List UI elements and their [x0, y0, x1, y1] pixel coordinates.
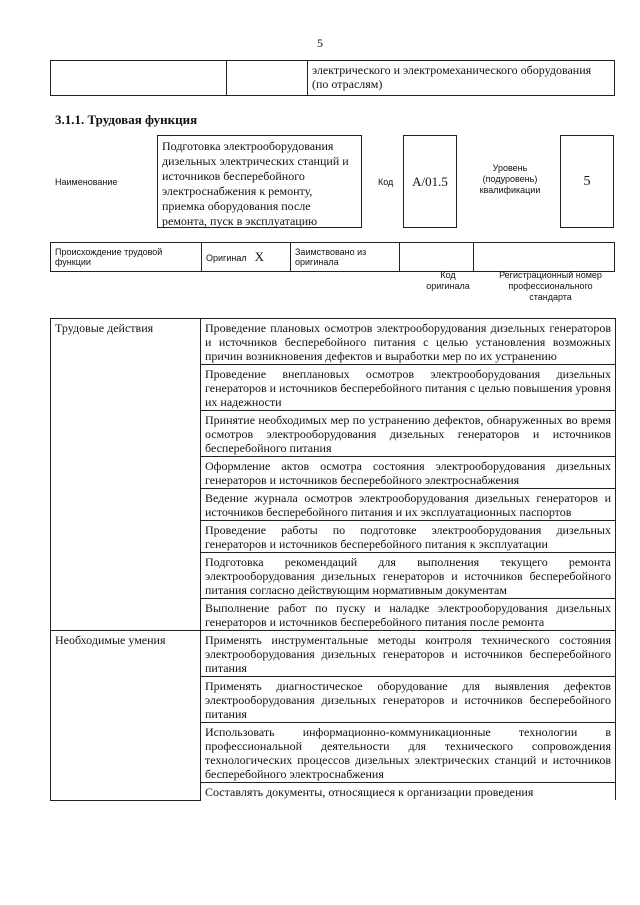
function-name-box: Подготовка электрооборудования дизельных электрических станций и источников бесперебойного электроснабжения к ремонту, приемка оборудования после ремонта, пуск в эксплуатацию — [157, 135, 362, 228]
description-cell: Принятие необходимых мер по устранению дефектов, обнаруженных во время осмотров электрооборудования дизельных генераторов и источников бесперебойного питания — [201, 411, 616, 457]
function-details-table — [50, 318, 616, 801]
continuation-table — [50, 60, 615, 96]
description-cell: Применять диагностическое оборудование для выявления дефектов электрооборудования дизельных генераторов и источников бесперебойного питания — [201, 677, 616, 723]
page-number: 5 — [317, 36, 323, 50]
code-original-cell — [400, 243, 474, 272]
description-cell: Ведение журнала осмотров электрооборудования дизельных генераторов и источников бесперебойного питания и их эксплуатационных паспортов — [201, 489, 616, 521]
description-cell: Проведение внеплановых осмотров электрооборудования дизельных генераторов и источников бесперебойного питания с целью повышения уровня их надежности — [201, 365, 616, 411]
description-cell: Проведение плановых осмотров электрооборудования дизельных генераторов и источников бесперебойного питания с целью установления возможных причин возникновения дефектов и выработки мер по их устранению — [201, 319, 616, 365]
description-cell: Проведение работы по подготовке электрооборудования дизельных генераторов и источников бесперебойного питания к эксплуатации — [201, 521, 616, 553]
code-original-caption: Код оригинала — [426, 270, 470, 291]
original-cell — [202, 243, 291, 272]
original-mark: X — [254, 248, 264, 264]
description-cell: Применять инструментальные методы контроля технического состояния электрооборудования дизельных генераторов и источников бесперебойного питания — [201, 631, 616, 677]
category-cell: Необходимые умения — [51, 631, 201, 801]
reg-number-cell — [474, 243, 615, 272]
code-label: Код — [378, 177, 394, 187]
reg-number-caption: Регистрационный номер профессионального стандарта — [499, 270, 602, 302]
description-cell: Оформление актов осмотра состояния электрооборудования дизельных генераторов и источников бесперебойного электроснабжения — [201, 457, 616, 489]
continuation-cell-empty-2 — [227, 61, 308, 96]
name-label: Наименование — [55, 177, 118, 187]
origin-label: Происхождение трудовой функции — [51, 243, 202, 272]
origin-table — [50, 242, 615, 272]
continuation-cell-text: электрического и электромеханического оборудования (по отраслям) — [308, 61, 615, 96]
table-row — [51, 631, 616, 677]
table-row — [51, 319, 616, 365]
level-label: Уровень (подуровень) квалификации — [479, 163, 541, 195]
code-value-box: A/01.5 — [403, 135, 457, 228]
category-cell: Трудовые действия — [51, 319, 201, 631]
level-value-box: 5 — [560, 135, 614, 228]
description-cell: Составлять документы, относящиеся к организации проведения — [201, 783, 616, 801]
continuation-cell-empty-1 — [51, 61, 227, 96]
description-cell: Использовать информационно-коммуникационные технологии в профессиональной деятельности для технического сопровождения технологических процессов дизельных электрических станций и источников бесперебойного электроснабжения — [201, 723, 616, 783]
description-cell: Выполнение работ по пуску и наладке электрооборудования дизельных генераторов и источников бесперебойного питания после ремонта — [201, 599, 616, 631]
section-title: 3.1.1. Трудовая функция — [55, 112, 198, 127]
original-label: Оригинал — [206, 252, 247, 263]
description-cell: Подготовка рекомендаций для выполнения текущего ремонта электрооборудования дизельных генераторов и источников бесперебойного питания согласно действующим нормативным документам — [201, 553, 616, 599]
borrowed-label: Заимствовано из оригинала — [291, 243, 400, 272]
